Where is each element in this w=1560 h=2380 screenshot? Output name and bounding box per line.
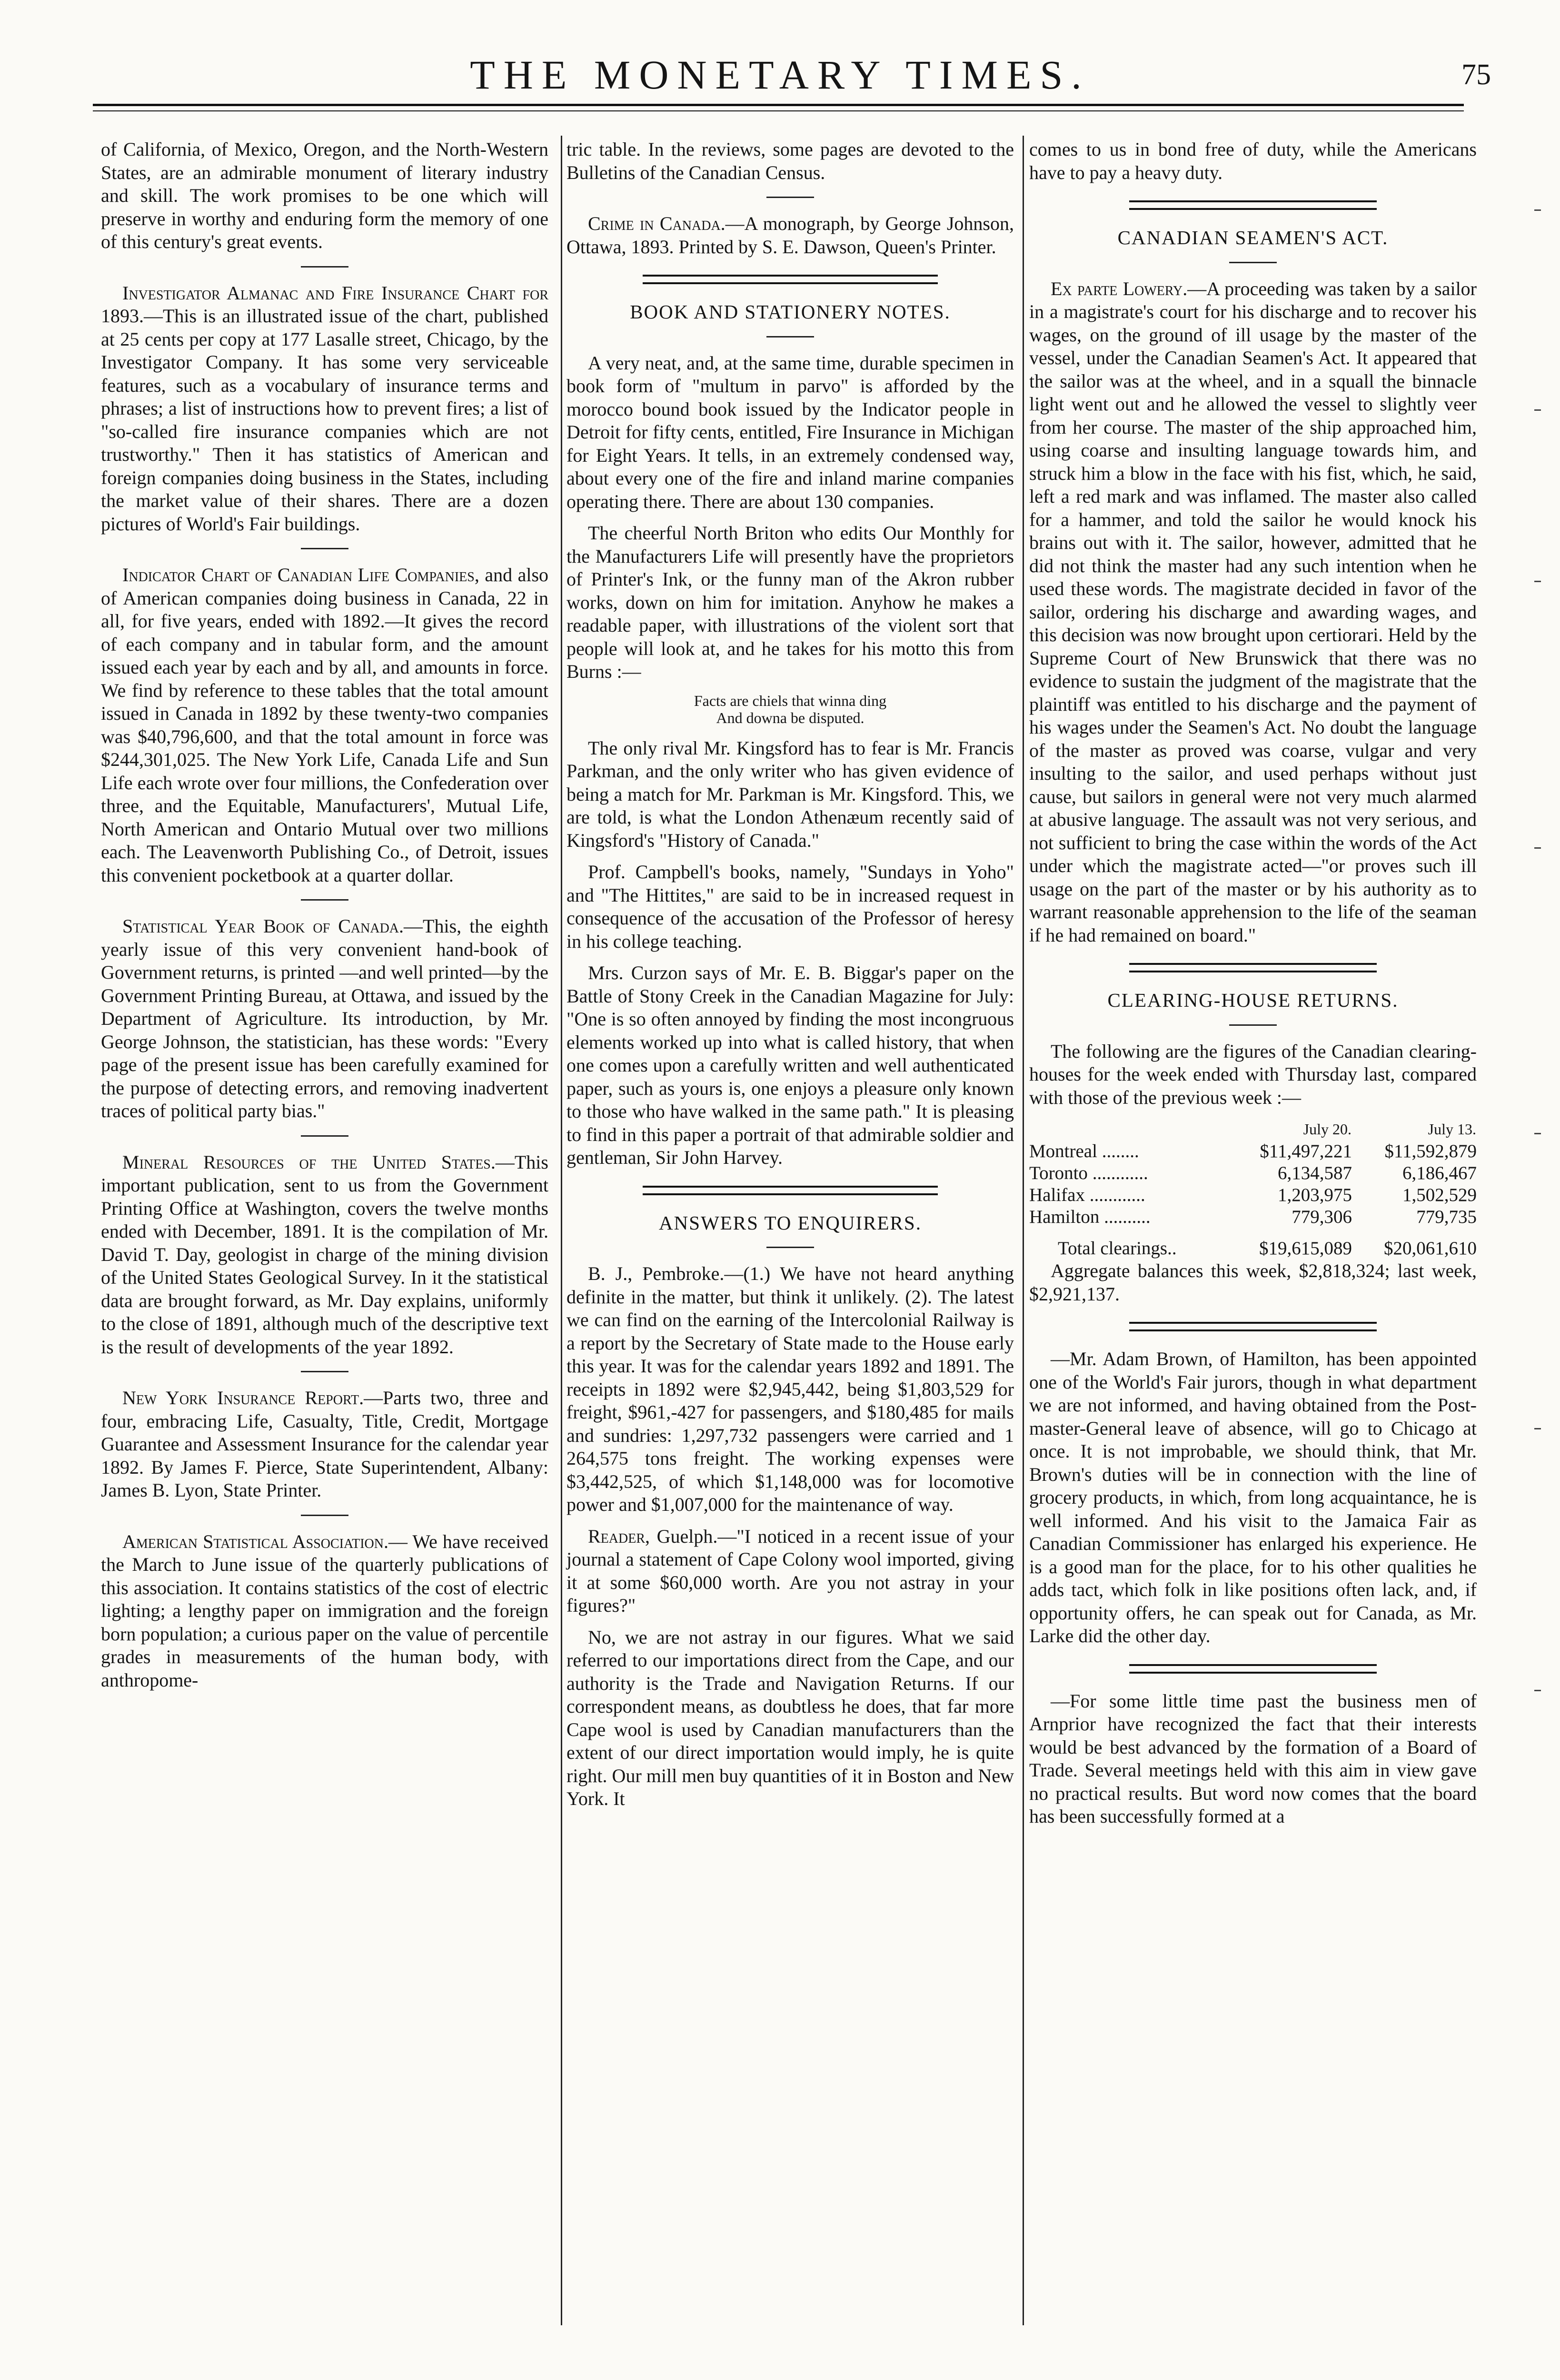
item-heading: Investigator Almanac and Fire Insurance Chart for 1893. <box>101 282 548 327</box>
margin-mark <box>1534 1690 1541 1691</box>
column-separator <box>1023 136 1024 2325</box>
table-row <box>1029 1206 1477 1228</box>
section-heading: CANADIAN SEAMEN'S ACT. <box>1117 227 1389 248</box>
paragraph <box>101 564 548 887</box>
margin-mark <box>1534 209 1541 211</box>
section-heading: CLEARING-HOUSE RETURNS. <box>1107 989 1399 1011</box>
item-text: —A monograph, by George Johnson, Ottawa, 1893. Printed by S. E. Dawson, Queen's Printer. <box>566 213 1014 258</box>
margin-mark <box>1534 581 1541 582</box>
divider <box>301 899 348 901</box>
paragraph <box>101 1387 548 1502</box>
masthead <box>0 53 1560 96</box>
column-separator <box>561 136 562 2325</box>
quote-line: And downa be disputed. <box>716 709 864 726</box>
newspaper-title: THE MONETARY TIMES. <box>470 52 1090 98</box>
paragraph <box>566 212 1014 258</box>
value-cell: 1,502,529 <box>1402 1185 1477 1205</box>
item-text: Guelph.—"I noticed in a recent issue of your journal a statement of Cape Colony wool imported, giving it at some $60,000 worth. Are you not astray in your figures?" <box>566 1525 1014 1616</box>
value-cell: 6,134,587 <box>1277 1163 1352 1183</box>
item-heading: New York Insurance Report. <box>122 1387 364 1408</box>
paragraph: No, we are not astray in our figures. What we said referred to our importations direct from the Cape, and our authority is the Trade and Navigation Returns. If our correspondent means, as doubtless he does, that far more Cape wool is used by Canadian manufacturers than the extent of our direct importation would imply, he is quite right. Our mill men buy quantities of it in Boston and New York. It <box>566 1626 1014 1809</box>
table-row <box>1029 1162 1477 1184</box>
paragraph: Prof. Campbell's books, namely, "Sundays in Yoho" and "The Hittites," are said to be in increased request in consequence of the accusation of the Professor of heresy in his college teaching. <box>566 861 1014 952</box>
column-header: July 20. <box>1303 1121 1351 1138</box>
paragraph <box>566 1525 1014 1617</box>
paragraph: Mrs. Curzon says of Mr. E. B. Biggar's paper on the Battle of Stony Creek in the Canadian Magazine for July: "One is so often annoyed by finding the most incongruous elements worked up into what is called history, that when one comes upon a carefully written and well authenticated paper, such as yours is, one enjoys a pleasure only known to those who have walked in the same path." It is pleasing to find in this paper a portrait of that admirable soldier and gentleman, Sir John Harvey. <box>566 962 1014 1168</box>
divider <box>766 197 814 198</box>
city-cell: Montreal ........ <box>1029 1141 1139 1161</box>
item-heading: American Statistical Association. <box>122 1530 388 1552</box>
paragraph <box>1029 278 1477 947</box>
double-rule <box>643 275 938 284</box>
divider <box>301 266 348 268</box>
header-rule-thin <box>93 110 1464 111</box>
table-row <box>1029 1140 1477 1162</box>
total-value: $20,061,610 <box>1384 1238 1477 1259</box>
item-heading: Ex parte Lowery. <box>1051 278 1188 299</box>
paragraph <box>101 1151 548 1359</box>
item-heading: Crime in Canada. <box>588 213 725 234</box>
paragraph: comes to us in bond free of duty, while the Americans have to pay a heavy duty. <box>1029 139 1477 183</box>
paragraph: of California, of Mexico, Oregon, and the North-Western States, are an admirable monument of literary industry and skill. The work promises to be one which will preserve in worthy and enduring form the memory of one of this century's great events. <box>101 139 548 252</box>
item-text: —A proceeding was taken by a sailor in a magistrate's court for his discharge and to recover his wages, on the ground of ill usage by the master of the vessel, under the Canadian Seamen's Act. It appeared that the sailor was at the wheel, and in a squall the binnacle light went out and he allowed the vessel to slightly veer from her course. The master of the ship approached him, using coarse and insulting language towards him, and struck him a blow in the face with his fist, which, he said, left a red mark and was inflamed. The master also called for a hammer, and told the sailor he would knock his brains out with it. The sailor, however, admitted that he did not think the master had any such intention when he used these words. The magistrate decided in favor of the sailor, ordering his discharge and awarding wages, and this decision was now brought upon certiorari. Held by the Supreme Court of New Brunswick that there was no evidence to sustain the judgment of the magistrate that the plaintiff was entitled to his discharge and the payment of his wages under the Seamen's Act. No doubt the language of the master as proved was coarse, vulgar and very insulting to the sailor, and used perhaps without just cause, but sailors in general were not very much alarmed at abusive language. The assault was not very serious, and not sufficient to bring the case within the words of the Act under which the magistrate acted—"or proves such ill usage on the part of the master or by his authority as to warrant reasonable apprehension to the life of the seaman if he had remained on board." <box>1029 278 1477 946</box>
paragraph <box>101 1530 548 1692</box>
item-text: —This, the eighth yearly issue of this very convenient hand-book of Government returns, is printed —and well printed—by the Government Printing Bureau, at Ottawa, and issued by the Department of Agriculture. Its introduction, by Mr. George Johnson, the statistician, has these words: "Every page of the present issue has been carefully examined for the purpose of detecting errors, and removing inadvertent traces of political party bias." <box>101 915 548 1121</box>
divider <box>766 336 814 337</box>
margin-mark <box>1534 1428 1541 1429</box>
city-cell: Hamilton .......... <box>1029 1207 1151 1227</box>
item-text: —This important publication, sent to us from the Government Printing Office at Washington, covers the twelve months ended with December, 1891. It is the compilation of Mr. David T. Day, geologist in charge of the mining division of the United States Geological Survey. In it the statistical data are brought forward, as Mr. Day explains, uniformly to the close of 1891, although much of the descriptive text is the result of developments of the year 1892. <box>101 1151 548 1358</box>
total-label: Total clearings.. <box>1058 1238 1177 1259</box>
item-text: and also of American companies doing business in Canada, 22 in all, for five years, ended with 1892.—It gives the record of each company and in tabular form, and the amount issued each year by each and by all, and amounts in force. We find by reference to these tables that the total amount issued in Canada in 1892 by these twenty-two companies was $40,796,600, and that the total amount in force was $244,301,025. The New York Life, Canada Life and Sun Life each wrote over four millions, the Confederation over three, and the Equitable, Manufacturers', Mutual Life, North American and Ontario Mutual over two millions each. The Leavenworth Publishing Co., of Detroit, issues this convenient pocketbook at a quarter dollar. <box>101 564 549 886</box>
column-3 <box>1029 138 1477 1837</box>
paragraph: Aggregate balances this week, $2,818,324; last week, $2,921,137. <box>1029 1260 1477 1305</box>
divider <box>301 1515 348 1516</box>
section-heading: ANSWERS TO ENQUIRERS. <box>659 1211 922 1234</box>
value-cell: 779,735 <box>1416 1207 1477 1227</box>
item-text: —Parts two, three and four, embracing Life, Casualty, Title, Credit, Mortgage Guarantee and Assessment Insurance for the calendar year 1892. By James F. Pierce, State Superintendent, Albany: James B. Lyon, State Printer. <box>101 1387 548 1501</box>
column-2 <box>566 138 1014 1819</box>
section-heading: BOOK AND STATIONERY NOTES. <box>630 301 951 323</box>
value-cell: 1,203,975 <box>1277 1185 1352 1205</box>
column-1 <box>101 138 548 1700</box>
header-rule <box>93 104 1464 106</box>
clearing-house-table <box>1029 1118 1477 1259</box>
item-heading: Statistical Year Book of Canada. <box>122 915 404 937</box>
double-rule <box>1129 1322 1377 1331</box>
paragraph: The cheerful North Briton who edits Our Monthly for the Manufacturers Life will presently have the proprietors of Printer's Ink, or the funny man of the Akron rubber works, down on him for imitation. Anyhow he makes a readable paper, with illustrations of the violent sort that people will look at, and he takes for his motto this from Burns :— <box>566 522 1014 682</box>
total-value: $19,615,089 <box>1259 1238 1352 1259</box>
paragraph <box>101 282 548 536</box>
paragraph: —For some little time past the business men of Arnprior have recognized the fact that their interests would be best advanced by the formation of a Board of Trade. Several meetings held with this aim in view gave no practical results. But word now comes that the board has been successfully formed at a <box>1029 1690 1477 1827</box>
double-rule <box>643 1186 938 1195</box>
item-text: —This is an illustrated issue of the chart, published at 25 cents per copy at 177 Lasalle street, Chicago, by the Investigator Company. It has some very serviceable features, such as a vocabulary of insurance terms and phrases; a list of instructions how to prevent fires; a list of "so-called fire insurance companies which are not trustworthy." Then it has statistics of American and foreign companies doing business in the States, including the market value of their shares. There are a dozen pictures of World's Fair buildings. <box>101 305 548 535</box>
item-heading: Mineral Resources of the United States. <box>122 1151 496 1173</box>
divider <box>301 1135 348 1137</box>
page-number: 75 <box>1461 59 1491 91</box>
paragraph: B. J., Pembroke.—(1.) We have not heard anything definite in the matter, but think it unlikely. (2). The latest we can find on the earning of the Intercolonial Railway is a report by the Secretary of State made to the House early this year. It was for the calendar years 1892 and 1891. The receipts in 1892 were $2,945,442, being $1,803,529 for freight, $961,-427 for passengers, and $180,485 for mails and sundries: 1,297,732 passengers were carried and 1 264,575 tons freight. The working expenses were $3,442,525, of which $1,148,000 was for locomotive power and $1,007,000 for the maintenance of way. <box>566 1263 1014 1515</box>
table-total-row <box>1029 1228 1477 1259</box>
verse-quote <box>566 692 1014 726</box>
divider <box>301 1371 348 1372</box>
divider <box>1229 1024 1277 1026</box>
paragraph: tric table. In the reviews, some pages are devoted to the Bulletins of the Canadian Census. <box>566 139 1014 183</box>
quote-line: Facts are chiels that winna ding <box>694 692 887 709</box>
double-rule <box>1129 200 1377 210</box>
paragraph: A very neat, and, at the same time, durable specimen in book form of "multum in parvo" is afforded by the morocco bound book issued by the Indicator people in Detroit for fifty cents, entitled, Fire Insurance in Michigan for Eight Years. It tells, in an extremely condensed way, about every one of the fire and inland marine companies operating there. There are about 130 companies. <box>566 352 1014 512</box>
margin-mark <box>1534 409 1541 411</box>
paragraph: The only rival Mr. Kingsford has to fear is Mr. Francis Parkman, and the only writer who has given evidence of being a match for Mr. Parkman is Mr. Kingsford. This, we are told, is what the London Athenæum recently said of Kingsford's "History of Canada." <box>566 737 1014 851</box>
table-header-row <box>1029 1118 1477 1140</box>
divider <box>301 548 348 549</box>
city-cell: Halifax ............ <box>1029 1185 1145 1205</box>
value-cell: $11,497,221 <box>1260 1141 1352 1161</box>
divider <box>1229 262 1277 263</box>
city-cell: Toronto ............ <box>1029 1163 1148 1183</box>
margin-mark <box>1534 847 1541 849</box>
paragraph <box>101 915 548 1123</box>
value-cell: $11,592,879 <box>1384 1141 1477 1161</box>
table-row <box>1029 1184 1477 1206</box>
item-heading: Reader, <box>588 1525 650 1547</box>
double-rule <box>1129 1664 1377 1674</box>
paragraph: The following are the figures of the Canadian clearing-houses for the week ended with Thursday last, compared with those of the previous week :— <box>1029 1040 1477 1108</box>
value-cell: 779,306 <box>1292 1207 1352 1227</box>
item-text: — We have received the March to June issue of the quarterly publications of this association. It contains statistics of the cost of electric lighting; a lengthy paper on immigration and the foreign born population; a curious paper on the value of percentile grades in measurements of the human body, with anthropome- <box>101 1530 548 1691</box>
value-cell: 6,186,467 <box>1402 1163 1477 1183</box>
margin-mark <box>1534 1133 1541 1134</box>
column-header: July 13. <box>1428 1121 1476 1138</box>
double-rule <box>1129 963 1377 972</box>
divider <box>766 1247 814 1248</box>
paragraph: —Mr. Adam Brown, of Hamilton, has been appointed one of the World's Fair jurors, though in what department we are not informed, and having obtained from the Post-master-General leave of absence, will go to Chicago at once. It is not improbable, we should think, that Mr. Brown's duties will be in connection with the line of grocery products, in which, from long acquaintance, he is well informed. And his visit to the Jamaica Fair as Canadian Commissioner has enlarged his experience. He is a good man for the place, for to his other qualities he adds tact, which folk in like positions often lack, and, if opportunity offers, he can speak out for Canada, as Mr. Larke did the other day. <box>1029 1348 1477 1646</box>
item-heading: Indicator Chart of Canadian Life Companies, <box>122 564 479 585</box>
